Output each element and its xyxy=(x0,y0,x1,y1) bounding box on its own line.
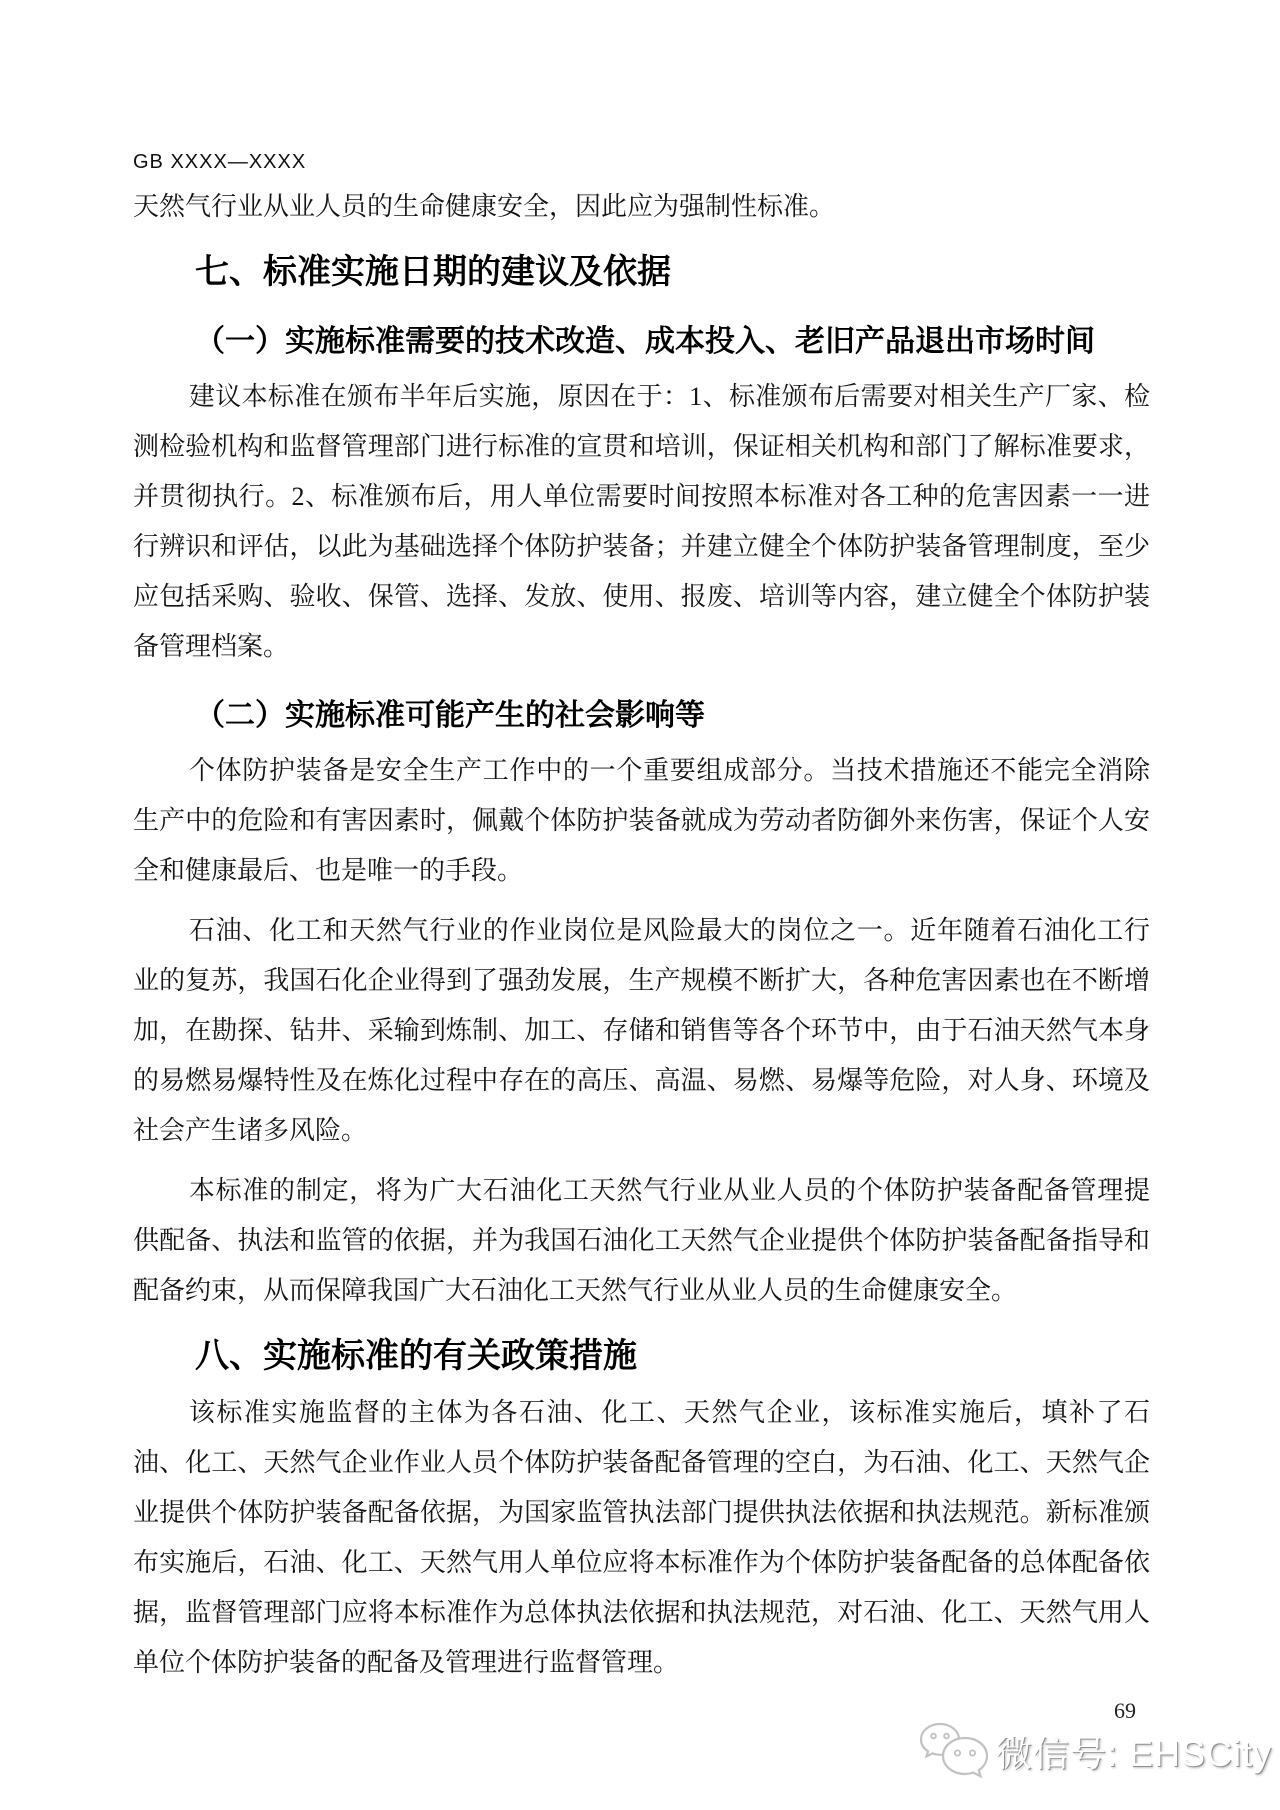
doc-code-header: GB XXXX—XXXX xyxy=(133,151,307,173)
section-7-2-paragraph-1: 个体防护装备是安全生产工作中的一个重要组成部分。当技术措施还不能完全消除生产中的危险和有害因素时，佩戴个体防护装备就成为劳动者防御外来伤害，保证个人安全和健康最后、也是唯一的手段。 xyxy=(133,756,1150,885)
section-7-2-paragraph-3: 本标准的制定，将为广大石油化工天然气行业从业人员的个体防护装备配备管理提供配备、执法和监管的依据，并为我国石油化工天然气企业提供个体防护装备配备指导和配备约束，从而保障我国广大石油化工天然气行业从业人员的生命健康安全。 xyxy=(133,1176,1150,1305)
watermark-label: 微信号: EHSCity xyxy=(995,1732,1272,1774)
watermark xyxy=(918,1720,1272,1782)
section-8-paragraph: 该标准实施监督的主体为各石油、化工、天然气企业，该标准实施后，填补了石油、化工、天然气企业作业人员个体防护装备配备管理的空白，为石油、化工、天然气企业提供个体防护装备配备依据，为国家监管执法部门提供执法依据和执法规范。新标准颁布实施后，石油、化工、天然气用人单位应将本标准作为个体防护装备配备的总体配备依据，监督管理部门应将本标准作为总体执法依据和执法规范，对石油、化工、天然气用人单位个体防护装备的配备及管理进行监督管理。 xyxy=(133,1398,1150,1677)
section-7-1-title: （一）实施标准需要的技术改造、成本投入、老旧产品退出市场时间 xyxy=(195,325,1095,358)
section-7-1-paragraph: 建议本标准在颁布半年后实施，原因在于：1、标准颁布后需要对相关生产厂家、检测检验机构和监督管理部门进行标准的宣贯和培训，保证相关机构和部门了解标准要求，并贯彻执行。2、标准颁布后，用人单位需要时间按照本标准对各工种的危害因素一一进行辨识和评估，以此为基础选择个体防护装备；并建立健全个体防护装备管理制度，至少应包括采购、验收、保管、选择、发放、使用、报废、培训等内容，建立健全个体防护装备管理档案。 xyxy=(133,382,1150,661)
section-7-2-title: （二）实施标准可能产生的社会影响等 xyxy=(195,699,705,732)
page-number: 69 xyxy=(1114,1698,1136,1723)
section-8-title: 八、实施标准的有关政策措施 xyxy=(195,1337,637,1375)
lead-paragraph: 天然气行业从业人员的生命健康安全，因此应为强制性标准。 xyxy=(133,192,836,221)
section-7-title: 七、标准实施日期的建议及依据 xyxy=(195,253,671,291)
section-7-2-paragraph-2: 石油、化工和天然气行业的作业岗位是风险最大的岗位之一。近年随着石油化工行业的复苏，我国石化企业得到了强劲发展，生产规模不断扩大，各种危害因素也在不断增加，在勘探、钻井、采输到炼制、加工、存储和销售等各个环节中，由于石油天然气本身的易燃易爆特性及在炼化过程中存在的高压、高温、易燃、易爆等危险，对人身、环境及社会产生诸多风险。 xyxy=(133,916,1150,1145)
wechat-icon xyxy=(918,1720,990,1782)
